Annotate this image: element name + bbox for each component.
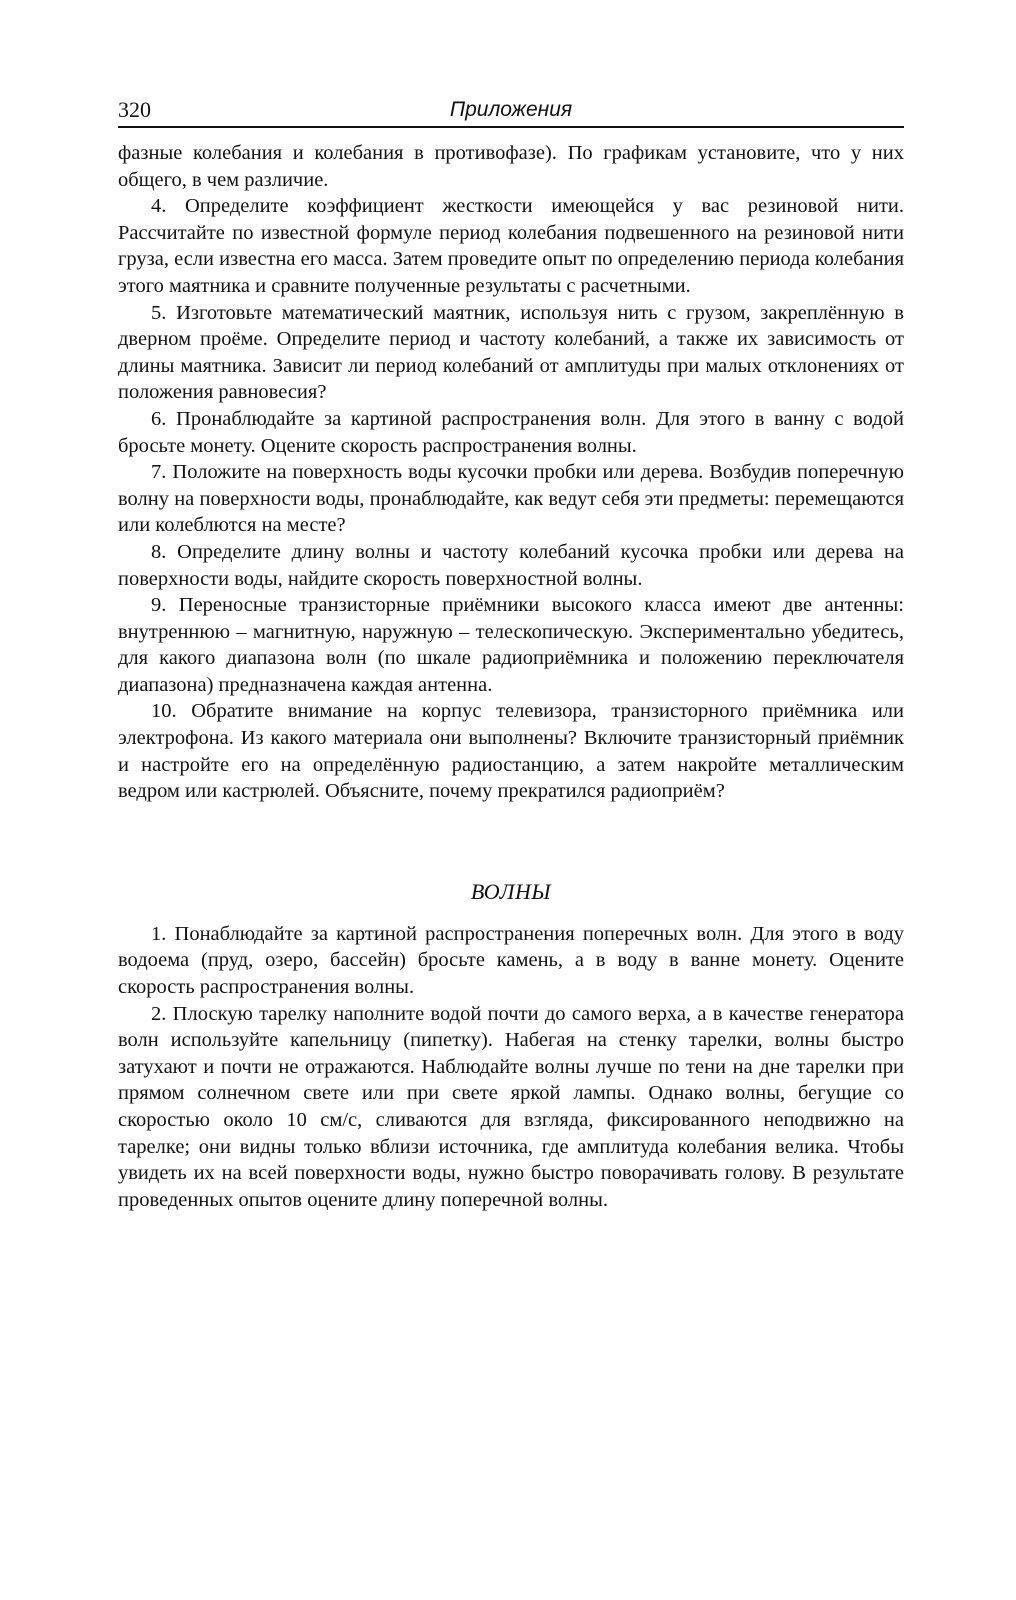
paragraph-item-7: 7. Положите на поверхность воды кусочки пробки или дерева. Возбудив поперечную волну на поверхности воды, пронаблюдайте, как ведут себя эти предметы: перемещаются или колеблются на месте? <box>118 461 904 537</box>
paragraph-continued: фазные колебания и колебания в противофазе). По графикам установите, что у них общего, в чем различие. <box>118 142 904 191</box>
paragraph-item-5: 5. Изготовьте математический маятник, используя нить с грузом, закреплённую в дверном проёме. Определите период и частоту колебаний, а также их зависимость от длины маятника. Зависит ли период колебаний от амплитуды при малых отклонениях от положения равновесия? <box>118 301 904 404</box>
running-title: Приложения <box>449 98 573 121</box>
paragraph-waves-1: 1. Понаблюдайте за картиной распространения поперечных волн. Для этого в воду водоема (пруд, озеро, бассейн) бросьте камень, а в воду в ванне монету. Оцените скорость распространения волны. <box>118 922 904 999</box>
paragraph-item-4: 4. Определите коэффициент жесткости имеющейся у вас резиновой нити. Рассчитайте по известной формуле период колебания подвешенного на резиновой нити груза, если известна его масса. Затем проведите опыт по определению периода колебания этого маятника и сравните полученные результаты с расчетными. <box>118 195 904 297</box>
section-heading-waves: ВОЛНЫ <box>470 878 552 904</box>
paragraph-item-10: 10. Обратите внимание на корпус телевизора, транзисторного приёмника или электрофона. Из какого материала они выполнены? Включите транзисторный приёмник и настройте его на определённую радиостанцию, а затем накройте металлическим ведром или кастрюлей. Объясните, почему прекратился радиоприём? <box>118 700 904 803</box>
running-head <box>118 96 904 128</box>
page-number: 320 <box>118 97 151 122</box>
paragraph-waves-2: 2. Плоскую тарелку наполните водой почти до самого верха, а в качестве генератора волн используйте капельницу (пипетку). Набегая на стенку тарелки, волны быстро затухают и почти не отражаются. Наблюдайте волны лучше по тени на дне тарелки при прямом солнечном свете или при свете яркой лампы. Однако волны, бегущие со скоростью около 10 см/с, сливаются для взгляда, фиксированного неподвижно на тарелке; они видны только вблизи источника, где амплитуда колебания велика. Чтобы увидеть их на всей поверхности воды, нужно быстро поворачивать голову. В результате проведенных опытов оцените длину поперечной волны. <box>118 1002 904 1211</box>
paragraph-item-8: 8. Определите длину волны и частоту колебаний кусочка пробки или дерева на поверхности воды, найдите скорость поверхностной волны. <box>118 540 904 590</box>
book-page <box>118 96 904 1213</box>
paragraph-item-6: 6. Пронаблюдайте за картиной распространения волн. Для этого в ванну с водой бросьте монету. Оцените скорость распространения волны. <box>118 407 904 457</box>
paragraph-item-9: 9. Переносные транзисторные приёмники высокого класса имеют две антенны: внутреннюю – магнитную, наружную – телескопическую. Экспериментально убедитесь, для какого диапазона волн (по шкале радиоприёмника и положению переключателя диапазона) предназначена каждая антенна. <box>118 594 904 696</box>
